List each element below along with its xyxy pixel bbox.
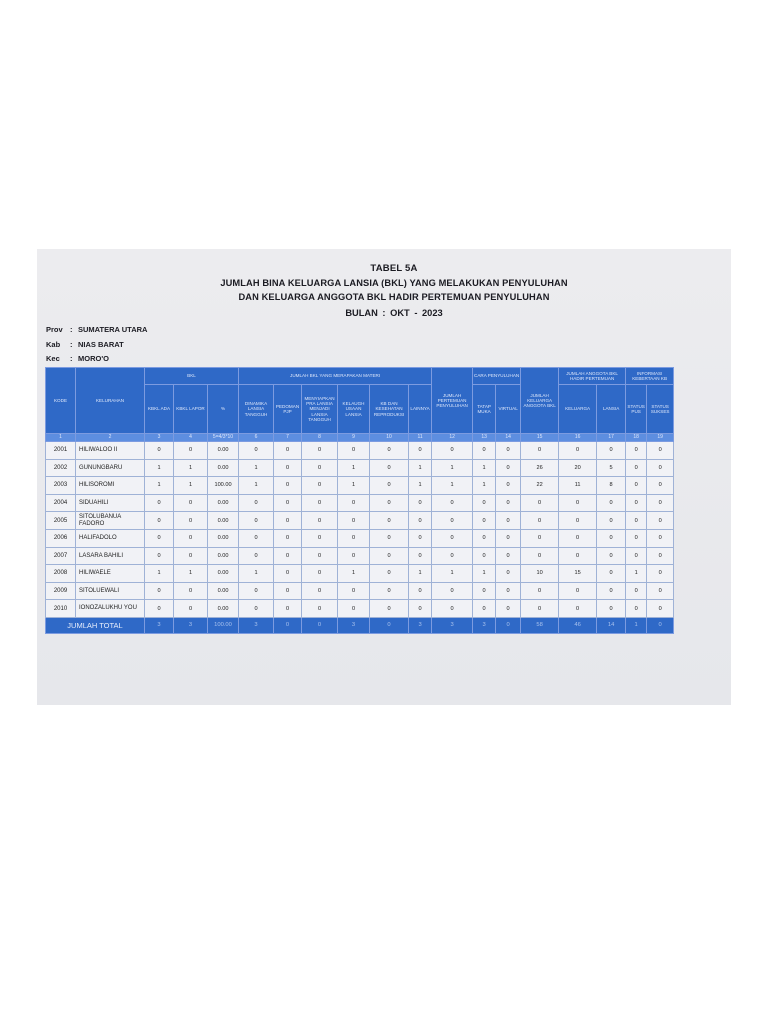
cell-value: 0	[274, 600, 302, 618]
cell-value: 0	[626, 512, 647, 530]
cell-value: 0	[274, 512, 302, 530]
cell-value: 0	[145, 442, 174, 460]
cell-value: 0.00	[208, 565, 239, 583]
cell-kelurahan: SITOLUEWALI	[76, 582, 145, 600]
cell-value: 1	[239, 565, 274, 583]
total-value: 0	[647, 617, 674, 633]
total-label: JUMLAH TOTAL	[46, 617, 145, 633]
cell-kelurahan: SIDUAHILI	[76, 494, 145, 512]
cell-kode: 2006	[46, 529, 76, 547]
cell-value: 1	[174, 565, 208, 583]
cell-value: 0	[647, 529, 674, 547]
cell-value: 0	[370, 477, 409, 495]
cell-value: 0	[274, 477, 302, 495]
header-bkl-ada: KBKL ADA	[145, 385, 174, 434]
column-number: 10	[370, 434, 409, 442]
cell-value: 0.00	[208, 547, 239, 565]
cell-value: 0	[496, 529, 521, 547]
header-hadir-keluarga: KELUARGA	[559, 385, 597, 434]
cell-value: 0	[145, 512, 174, 530]
cell-value: 0	[370, 459, 409, 477]
cell-value: 0	[370, 512, 409, 530]
header-bkl-pct: %	[208, 385, 239, 434]
total-row	[46, 617, 674, 633]
period: BULAN : OKT - 2023	[345, 308, 443, 318]
cell-kelurahan: LASARA BAHILI	[76, 547, 145, 565]
header-cara: CARA PENYULUHAN	[473, 368, 521, 385]
cell-value: 1	[473, 459, 496, 477]
cell-value: 0	[597, 565, 626, 583]
cell-value: 0	[559, 442, 597, 460]
cell-value: 0	[338, 600, 370, 618]
column-number: 5=4/3*10	[208, 434, 239, 442]
cell-value: 0	[274, 565, 302, 583]
column-number: 8	[302, 434, 338, 442]
cell-value: 0	[274, 582, 302, 600]
cell-kode: 2007	[46, 547, 76, 565]
header-materi-pedoman: PEDOMAN PJP	[274, 385, 302, 434]
cell-value: 0	[174, 494, 208, 512]
cell-value: 1	[432, 459, 473, 477]
header-materi-kb: KB DAN KESEHATAN REPRODUKSI	[370, 385, 409, 434]
column-number: 1	[46, 434, 76, 442]
cell-value: 1	[626, 565, 647, 583]
cell-value: 0	[239, 547, 274, 565]
cell-kode: 2001	[46, 442, 76, 460]
cell-kode: 2008	[46, 565, 76, 583]
cell-value: 0	[302, 547, 338, 565]
cell-value: 22	[521, 477, 559, 495]
meta-separator: :	[70, 340, 73, 349]
cell-value: 0	[496, 512, 521, 530]
cell-value: 0	[496, 494, 521, 512]
column-number: 16	[559, 434, 597, 442]
cell-value: 0	[647, 494, 674, 512]
cell-value: 0	[370, 582, 409, 600]
meta-kab-value: NIAS BARAT	[78, 340, 124, 349]
meta-kab	[46, 340, 124, 349]
cell-kelurahan: HALIFADOLO	[76, 529, 145, 547]
cell-value: 0	[409, 547, 432, 565]
cell-value: 5	[597, 459, 626, 477]
header-kode: KODE	[46, 368, 76, 434]
cell-value: 0	[626, 582, 647, 600]
cell-value: 0	[432, 494, 473, 512]
cell-value: 0	[274, 459, 302, 477]
meta-prov	[46, 325, 147, 334]
cell-value: 0	[409, 494, 432, 512]
cell-value: 1	[432, 477, 473, 495]
cell-value: 0	[174, 582, 208, 600]
cell-value: 0	[496, 582, 521, 600]
column-number: 2	[76, 434, 145, 442]
total-value: 100.00	[208, 617, 239, 633]
cell-value: 0	[559, 600, 597, 618]
table-row	[46, 529, 674, 547]
header-bkl-lapor: KBKL LAPOR	[174, 385, 208, 434]
cell-value: 1	[409, 565, 432, 583]
cell-value: 1	[174, 459, 208, 477]
header-pertemuan: JUMLAH PERTEMUAN PENYULUHAN	[432, 368, 473, 434]
cell-value: 0	[496, 565, 521, 583]
cell-value: 0	[626, 459, 647, 477]
column-number: 17	[597, 434, 626, 442]
cell-value: 0	[521, 442, 559, 460]
cell-value: 0	[274, 529, 302, 547]
cell-value: 0	[597, 547, 626, 565]
cell-value: 10	[521, 565, 559, 583]
cell-value: 0	[521, 494, 559, 512]
meta-kec-value: MORO'O	[78, 354, 109, 363]
cell-value: 0	[239, 582, 274, 600]
cell-value: 0	[626, 494, 647, 512]
cell-value: 0	[409, 582, 432, 600]
cell-value: 0	[239, 442, 274, 460]
cell-value: 0	[521, 582, 559, 600]
cell-value: 0	[274, 547, 302, 565]
cell-value: 0	[174, 529, 208, 547]
cell-value: 0	[496, 600, 521, 618]
cell-value: 0	[174, 512, 208, 530]
cell-value: 0	[597, 529, 626, 547]
cell-value: 0	[647, 512, 674, 530]
cell-value: 0.00	[208, 582, 239, 600]
cell-value: 0	[302, 494, 338, 512]
column-number: 12	[432, 434, 473, 442]
column-number: 18	[626, 434, 647, 442]
cell-value: 0	[239, 494, 274, 512]
cell-value: 0	[521, 529, 559, 547]
cell-value: 0	[302, 529, 338, 547]
cell-value: 0	[432, 442, 473, 460]
cell-value: 0	[145, 529, 174, 547]
cell-value: 0	[239, 529, 274, 547]
table-row	[46, 477, 674, 495]
cell-value: 0	[473, 547, 496, 565]
cell-value: 0	[338, 547, 370, 565]
cell-value: 0	[302, 512, 338, 530]
cell-value: 11	[559, 477, 597, 495]
cell-value: 0	[302, 459, 338, 477]
cell-value: 0	[559, 582, 597, 600]
total-value: 3	[338, 617, 370, 633]
cell-value: 0	[597, 442, 626, 460]
cell-kode: 2004	[46, 494, 76, 512]
cell-value: 0	[647, 547, 674, 565]
meta-prov-label: Prov	[46, 325, 63, 334]
cell-value: 0	[597, 600, 626, 618]
cell-kode: 2009	[46, 582, 76, 600]
table-body	[46, 442, 674, 618]
cell-value: 1	[239, 477, 274, 495]
cell-value: 8	[597, 477, 626, 495]
cell-value: 0	[432, 512, 473, 530]
cell-value: 0	[370, 529, 409, 547]
cell-value: 0	[274, 442, 302, 460]
cell-value: 0	[626, 547, 647, 565]
cell-value: 0	[647, 582, 674, 600]
cell-value: 0.00	[208, 512, 239, 530]
header-hadir: JUMLAH ANGGOTA BKL HADIR PERTEMUAN	[559, 368, 626, 385]
header-materi-menyiapkan: MENYIAPKAN PRA LANSIA MENJADI LANSIA TANGGUH	[302, 385, 338, 434]
table-row	[46, 494, 674, 512]
table-row	[46, 547, 674, 565]
cell-kelurahan: GUNUNGBARU	[76, 459, 145, 477]
total-value: 3	[473, 617, 496, 633]
total-value: 3	[432, 617, 473, 633]
cell-value: 0.00	[208, 494, 239, 512]
cell-value: 0	[597, 582, 626, 600]
cell-value: 0	[626, 477, 647, 495]
cell-value: 0	[597, 512, 626, 530]
cell-value: 0	[432, 547, 473, 565]
cell-value: 1	[409, 477, 432, 495]
header-hadir-lansia: LANSIA	[597, 385, 626, 434]
cell-value: 1	[145, 459, 174, 477]
cell-value: 100.00	[208, 477, 239, 495]
cell-value: 0	[370, 494, 409, 512]
cell-kelurahan: SITOLUBANUA FADORO	[76, 512, 145, 530]
cell-value: 0	[597, 494, 626, 512]
header-bkl: BKL	[145, 368, 239, 385]
column-number: 3	[145, 434, 174, 442]
cell-value: 1	[473, 565, 496, 583]
cell-value: 0	[647, 600, 674, 618]
cell-value: 0	[432, 600, 473, 618]
total-value: 0	[370, 617, 409, 633]
cell-value: 0	[496, 442, 521, 460]
header-cara-tatap: TATAP MUKA	[473, 385, 496, 434]
total-value: 3	[145, 617, 174, 633]
cell-value: 1	[432, 565, 473, 583]
cell-value: 0	[174, 442, 208, 460]
cell-value: 1	[145, 477, 174, 495]
cell-value: 15	[559, 565, 597, 583]
cell-kelurahan: HILISOROMI	[76, 477, 145, 495]
cell-value: 0	[496, 477, 521, 495]
total-value: 3	[409, 617, 432, 633]
cell-value: 0	[145, 494, 174, 512]
cell-kode: 2010	[46, 600, 76, 618]
cell-value: 0	[432, 529, 473, 547]
cell-kelurahan: HILIWALOO II	[76, 442, 145, 460]
cell-value: 0	[145, 547, 174, 565]
cell-value: 0	[473, 529, 496, 547]
column-number-row	[46, 434, 674, 442]
cell-value: 0	[432, 582, 473, 600]
cell-value: 0	[274, 494, 302, 512]
total-value: 3	[174, 617, 208, 633]
cell-value: 0	[370, 442, 409, 460]
cell-value: 0	[409, 512, 432, 530]
cell-value: 0	[174, 600, 208, 618]
cell-value: 26	[521, 459, 559, 477]
cell-value: 1	[409, 459, 432, 477]
total-value: 58	[521, 617, 559, 633]
table-row	[46, 459, 674, 477]
cell-value: 0	[559, 547, 597, 565]
cell-value: 0	[409, 600, 432, 618]
header-informasi: INFORMASI KEBERTAAN KB	[626, 368, 674, 385]
cell-value: 0	[647, 565, 674, 583]
cell-value: 0	[370, 600, 409, 618]
header-cara-virtual: VIRTUAL	[496, 385, 521, 434]
total-value: 0	[496, 617, 521, 633]
cell-value: 0	[626, 529, 647, 547]
bkl-table	[45, 367, 674, 634]
cell-value: 0	[559, 529, 597, 547]
cell-kelurahan: HILIWAELE	[76, 565, 145, 583]
cell-value: 0	[409, 529, 432, 547]
column-number: 14	[496, 434, 521, 442]
cell-value: 0	[370, 565, 409, 583]
header-materi-kelaugh: KELAUGH USAAN LANSIA	[338, 385, 370, 434]
column-number: 13	[473, 434, 496, 442]
column-number: 7	[274, 434, 302, 442]
cell-value: 0	[338, 582, 370, 600]
title-block	[37, 263, 731, 318]
meta-prov-value: SUMATERA UTARA	[78, 325, 148, 334]
title-line-2: DAN KELUARGA ANGGOTA BKL HADIR PERTEMUAN PENYULUHAN	[238, 292, 550, 302]
cell-value: 1	[473, 477, 496, 495]
cell-value: 20	[559, 459, 597, 477]
cell-value: 0	[496, 547, 521, 565]
cell-value: 0	[473, 442, 496, 460]
header-inf-sukses: STATUS SUKSES	[647, 385, 674, 434]
column-number: 15	[521, 434, 559, 442]
cell-kelurahan: IONOZALUKHU YOU	[76, 600, 145, 618]
column-number: 4	[174, 434, 208, 442]
column-number: 11	[409, 434, 432, 442]
cell-value: 0	[302, 582, 338, 600]
cell-kode: 2002	[46, 459, 76, 477]
cell-value: 0	[409, 442, 432, 460]
cell-value: 0	[174, 547, 208, 565]
meta-kec	[46, 354, 109, 363]
cell-value: 0	[239, 600, 274, 618]
cell-value: 0	[145, 600, 174, 618]
cell-value: 0	[370, 547, 409, 565]
cell-value: 1	[338, 477, 370, 495]
cell-value: 1	[239, 459, 274, 477]
meta-separator: :	[70, 325, 73, 334]
title-line-1: JUMLAH BINA KELUARGA LANSIA (BKL) YANG MELAKUKAN PENYULUHAN	[220, 278, 568, 288]
table-row	[46, 565, 674, 583]
table-row	[46, 512, 674, 530]
cell-value: 0	[496, 459, 521, 477]
document-sheet	[37, 249, 731, 705]
cell-value: 0.00	[208, 529, 239, 547]
cell-value: 0.00	[208, 459, 239, 477]
table-number: TABEL 5A	[370, 263, 418, 274]
header-anggota-bkl: JUMLAH KELUARGA ANGGOTA BKL	[521, 368, 559, 434]
total-value: 0	[302, 617, 338, 633]
cell-value: 1	[338, 459, 370, 477]
cell-value: 0	[338, 442, 370, 460]
cell-value: 0	[239, 512, 274, 530]
cell-value: 1	[174, 477, 208, 495]
cell-kode: 2005	[46, 512, 76, 530]
cell-value: 0	[338, 512, 370, 530]
total-value: 1	[626, 617, 647, 633]
total-value: 0	[274, 617, 302, 633]
cell-value: 0	[521, 547, 559, 565]
cell-value: 0	[647, 459, 674, 477]
cell-value: 0	[302, 600, 338, 618]
cell-value: 0	[626, 442, 647, 460]
header-materi-dinamika: DINAMIKA LANSIA TANGGUH	[239, 385, 274, 434]
cell-value: 0	[473, 582, 496, 600]
header-materi-lainnya: LAINNYA	[409, 385, 432, 434]
header-inf-pus: STATUS PUS	[626, 385, 647, 434]
cell-value: 0	[647, 477, 674, 495]
cell-value: 0	[521, 512, 559, 530]
cell-value: 0	[302, 477, 338, 495]
meta-kab-label: Kab	[46, 340, 61, 349]
column-number: 19	[647, 434, 674, 442]
cell-value: 1	[145, 565, 174, 583]
cell-kode: 2003	[46, 477, 76, 495]
cell-value: 0	[302, 565, 338, 583]
column-number: 9	[338, 434, 370, 442]
header-materi: JUMLAH BKL YANG MERAPAKAN MATERI	[239, 368, 432, 385]
cell-value: 0.00	[208, 442, 239, 460]
cell-value: 0	[473, 494, 496, 512]
total-value: 14	[597, 617, 626, 633]
total-value: 3	[239, 617, 274, 633]
cell-value: 0	[559, 494, 597, 512]
cell-value: 0.00	[208, 600, 239, 618]
cell-value: 0	[559, 512, 597, 530]
header-kelurahan: KELURAHAN	[76, 368, 145, 434]
total-value: 46	[559, 617, 597, 633]
meta-kec-label: Kec	[46, 354, 60, 363]
meta-separator: :	[70, 354, 73, 363]
cell-value: 0	[473, 512, 496, 530]
cell-value: 0	[647, 442, 674, 460]
cell-value: 0	[626, 600, 647, 618]
column-number: 6	[239, 434, 274, 442]
table-row	[46, 600, 674, 618]
cell-value: 0	[521, 600, 559, 618]
cell-value: 0	[145, 582, 174, 600]
cell-value: 0	[473, 600, 496, 618]
cell-value: 0	[302, 442, 338, 460]
cell-value: 0	[338, 529, 370, 547]
table-row	[46, 582, 674, 600]
cell-value: 1	[338, 565, 370, 583]
cell-value: 0	[338, 494, 370, 512]
table-row	[46, 442, 674, 460]
